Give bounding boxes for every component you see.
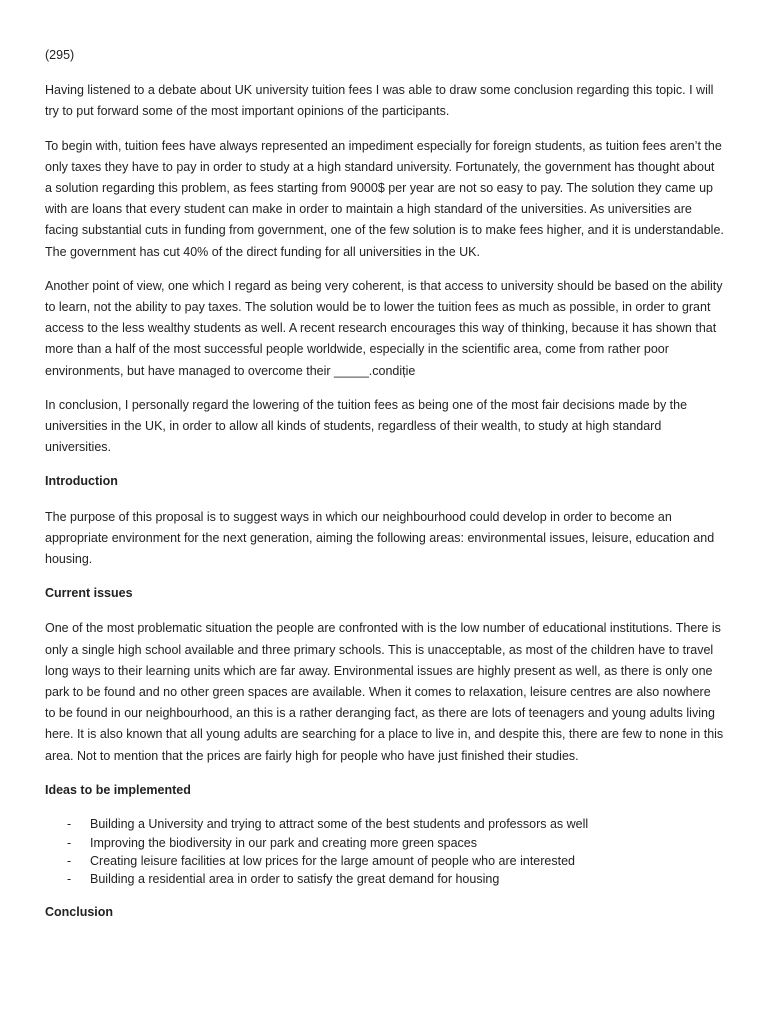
- essay-paragraph-intro: Having listened to a debate about UK university tuition fees I was able to draw some conclusion regarding this topic. I will try to put forward some of the most important opinions of the participants.: [45, 83, 714, 119]
- list-item-text: Creating leisure facilities at low prices for the large amount of people who are interested: [90, 853, 575, 868]
- list-item: [45, 852, 724, 870]
- bullet-dash: -: [67, 835, 72, 850]
- ideas-list: [45, 815, 724, 889]
- essay-paragraph-tuition-fees: To begin with, tuition fees have always represented an impediment especially for foreign students, as tuition fees aren’t the only taxes they have to pay in order to study at a high standard university. Fortunately, the government has thought about a solution regarding this problem, as fees starting from 9000$ per year are not so easy to pay. The solution they came up with are loans that every student can make in order to maintain a high standard of the universities. As universities are facing substantial cuts in funding from government, one of the few solution is to make fees higher, and it is understandable. The government has cut 40% of the direct funding for all universities in the UK.: [45, 138, 724, 259]
- list-item: [45, 815, 724, 833]
- bullet-dash: -: [67, 853, 72, 868]
- current-issues-heading: Current issues: [45, 586, 133, 601]
- list-item-text: Building a University and trying to attract some of the best students and professors as well: [90, 817, 589, 832]
- introduction-text: The purpose of this proposal is to suggest ways in which our neighbourhood could develop in order to become an appropriate environment for the next generation, aiming the following areas: environmental issues, leisure, education and housing.: [45, 509, 715, 567]
- page-number: (295): [45, 48, 75, 62]
- essay-paragraph-conclusion: In conclusion, I personally regard the lowering of the tuition fees as being one of the most fair decisions made by the universities in the UK, in order to allow all kinds of students, regardless of their wealth, to study at high standard universities.: [45, 397, 688, 455]
- ideas-heading: Ideas to be implemented: [45, 782, 191, 797]
- bullet-dash: -: [67, 817, 72, 832]
- list-item: [45, 870, 724, 888]
- list-item: [45, 834, 724, 852]
- introduction-heading: Introduction: [45, 474, 118, 489]
- conclusion-heading: Conclusion: [45, 904, 114, 919]
- bullet-dash: -: [67, 872, 72, 887]
- list-item-text: Building a residential area in order to satisfy the great demand for housing: [90, 872, 500, 887]
- essay-paragraph-access: Another point of view, one which I regard as being very coherent, is that access to university should be based on the ability to learn, not the ability to pay taxes. The solution would be to lower the tuition fees as much as possible, in order to grant access to the less wealthy students as well. A recent research encourages this way of thinking, because it has shown that more than a half of the most successful people worldwide, especially in the scientific area, come from rather poor environments, but have managed to overcome their _____.condiție: [45, 278, 723, 378]
- current-issues-text: One of the most problematic situation the people are confronted with is the low number of educational institutions. There is only a single high school available and three primary schools. This is unacceptable, as most of the children have to travel long ways to their learning units which are far away. Environmental issues are highly present as well, as there is only one park to be found and no other green spaces are available. When it comes to relaxation, leisure centres are also nowhere to be found in our neighbourhood, an this is a rather deranging fact, as there are lots of teenagers and young adults living here. It is also known that all young adults are searching for a place to live in, and despite this, there are few to none in this area. Not to mention that the prices are fairly high for people who have just finished their studies.: [45, 621, 724, 763]
- list-item-text: Improving the biodiversity in our park and creating more green spaces: [90, 835, 478, 850]
